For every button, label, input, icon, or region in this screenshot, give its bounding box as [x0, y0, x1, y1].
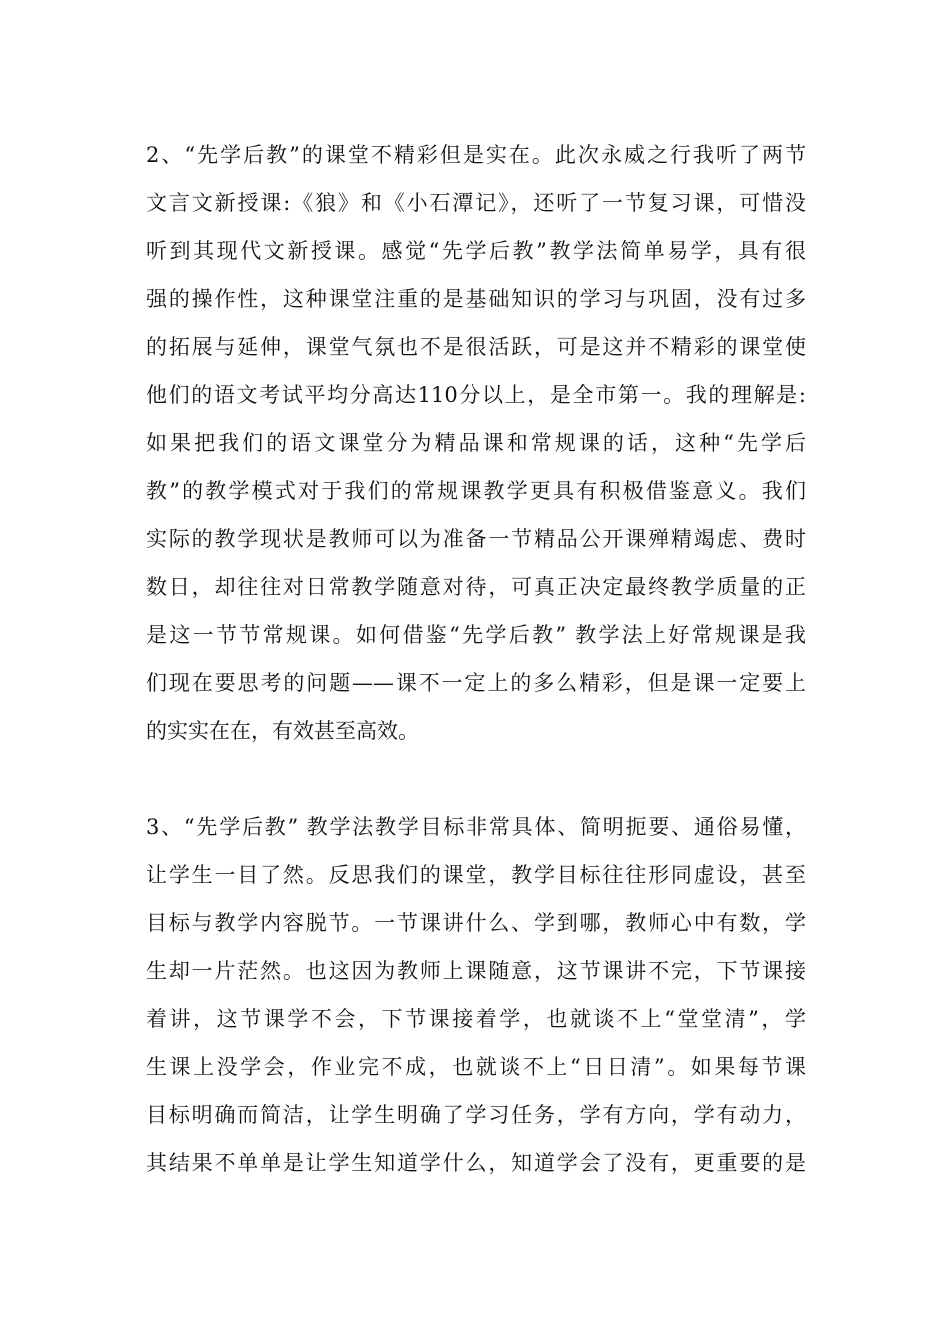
- text-line: 实际的教学现状是教师可以为准备一节精品公开课殚精竭虑、费时: [146, 527, 806, 551]
- paragraph-2: [146, 131, 806, 755]
- text-line: 们现在要思考的问题——课不一定上的多么精彩，但是课一定要上: [146, 671, 806, 695]
- text-line: 生课上没学会，作业完不成，也就谈不上“日日清”。如果每节课: [146, 1055, 806, 1079]
- text-line: 3、“先学后教” 教学法教学目标非常具体、简明扼要、通俗易懂，: [146, 815, 806, 839]
- text-line: 是这一节节常规课。如何借鉴“先学后教” 教学法上好常规课是我: [146, 623, 806, 647]
- text-line: 2、“先学后教”的课堂不精彩但是实在。此次永威之行我听了两节: [146, 143, 806, 167]
- text-line: 生却一片茫然。也这因为教师上课随意，这节课讲不完，下节课接: [146, 959, 806, 983]
- text-line: 教”的教学模式对于我们的常规课教学更具有积极借鉴意义。我们: [146, 479, 806, 503]
- text-line: 听到其现代文新授课。感觉“先学后教”教学法简单易学，具有很: [146, 239, 806, 263]
- paragraph-3: [146, 803, 806, 1187]
- text-line: 的拓展与延伸，课堂气氛也不是很活跃，可是这并不精彩的课堂使: [146, 335, 806, 359]
- text-line: 强的操作性，这种课堂注重的是基础知识的学习与巩固，没有过多: [146, 287, 806, 311]
- text-line: 目标与教学内容脱节。一节课讲什么、学到哪，教师心中有数，学: [146, 911, 806, 935]
- text-line: 其结果不单单是让学生知道学什么，知道学会了没有，更重要的是: [146, 1151, 806, 1175]
- text-line: 让学生一目了然。反思我们的课堂，教学目标往往形同虚设，甚至: [146, 863, 806, 887]
- text-line: 目标明确而简洁，让学生明确了学习任务，学有方向，学有动力，: [146, 1103, 806, 1127]
- text-line: 着讲，这节课学不会，下节课接着学，也就谈不上“堂堂清”，学: [146, 1007, 806, 1031]
- text-line: 的实实在在，有效甚至高效。: [146, 719, 419, 743]
- text-line: 文言文新授课:《狼》和《小石潭记》，还听了一节复习课，可惜没: [146, 191, 806, 215]
- text-line: 他们的语文考试平均分高达110分以上，是全市第一。我的理解是:: [146, 383, 806, 407]
- text-line: 如果把我们的语文课堂分为精品课和常规课的话，这种“先学后: [146, 431, 806, 455]
- text-line: 数日，却往往对日常教学随意对待，可真正决定最终教学质量的正: [146, 575, 806, 599]
